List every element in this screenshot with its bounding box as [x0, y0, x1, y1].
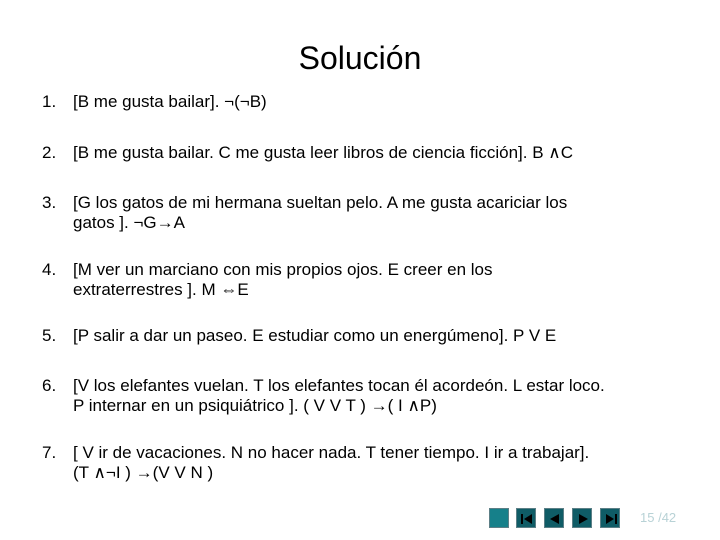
item-text: [M ver un marciano con mis propios ojos. E creer en los extraterrestres ]. M ⇔E — [73, 260, 493, 299]
item-text: [G los gatos de mi hermana sueltan pelo. A me gusta acariciar los gatos ]. ¬G→A — [73, 193, 568, 232]
previous-slide-button[interactable] — [544, 508, 564, 528]
item-text: [ V ir de vacaciones. N no hacer nada. T tener tiempo. I ir a trabajar]. (T ∧¬I ) →(V V N ) — [73, 443, 590, 482]
item-text: [B me gusta bailar. C me gusta leer libros de ciencia ficción]. B ∧C — [73, 143, 573, 162]
item-text: [V los elefantes vuelan. T los elefantes tocan él acordeón. L estar loco. P internar en un psiquiátrico ]. ( V V T ) →( I ∧P) — [73, 376, 605, 415]
first-slide-button[interactable] — [516, 508, 536, 528]
next-slide-icon — [573, 509, 593, 529]
next-slide-button[interactable] — [572, 508, 592, 528]
last-slide-icon — [601, 509, 621, 529]
home-button[interactable] — [489, 508, 509, 528]
item-text: [B me gusta bailar]. ¬(¬B) — [73, 92, 267, 111]
item-number: 2. — [42, 143, 57, 162]
item-number: 1. — [42, 92, 57, 111]
first-slide-icon — [517, 509, 537, 529]
item-number: 5. — [42, 326, 57, 345]
previous-slide-icon — [545, 509, 565, 529]
page-counter — [640, 510, 676, 526]
item-number: 6. — [42, 376, 57, 395]
last-slide-button[interactable] — [600, 508, 620, 528]
current-page: 15 — [640, 510, 655, 525]
slide-title: Solución — [298, 40, 422, 76]
total-pages: /42 — [658, 510, 677, 525]
item-number: 7. — [42, 443, 57, 462]
item-text: [P salir a dar un paseo. E estudiar como un energúmeno]. P V E — [73, 326, 557, 345]
item-number: 3. — [42, 193, 57, 212]
item-number: 4. — [42, 260, 57, 279]
